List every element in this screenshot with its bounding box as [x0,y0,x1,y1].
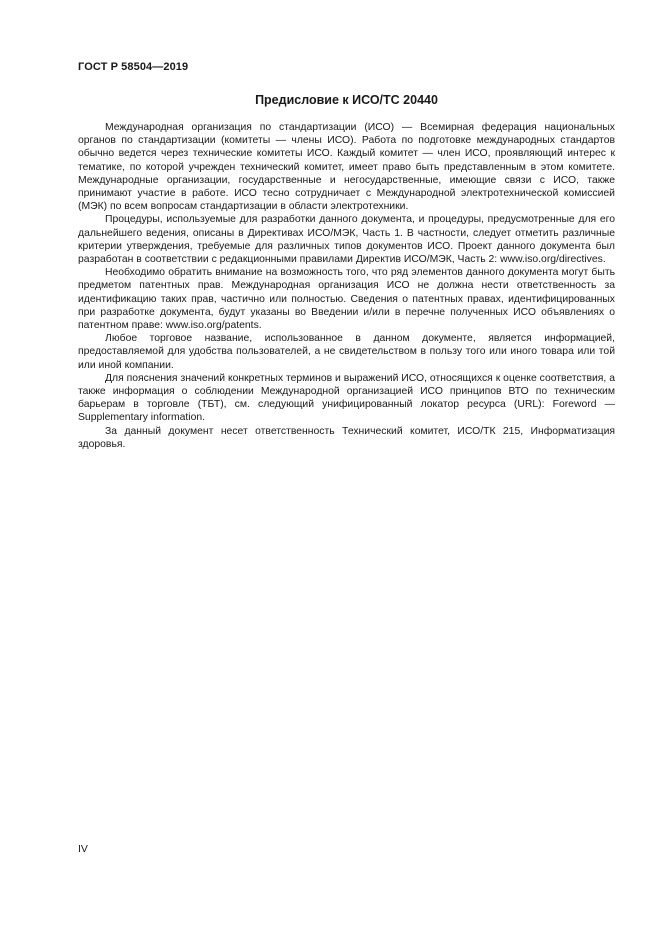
paragraph-patent-rights: Необходимо обратить внимание на возможность того, что ряд элементов данного документа могут быть предметом патентных прав. Международная организация ИСО не должна нести ответственность за идентификацию таких прав, частично или полностью. Сведения о патентных правах, идентифицированных при разработке документа, будут указаны во Введении и/или в перечне полученных ИСО объявлениях о патентном праве: www.iso.org/patents. [78,267,615,332]
paragraph-responsibility: За данный документ несет ответственность Технический комитет, ИСО/ТК 215, Информатизация здоровья. [78,425,615,450]
preface-body [78,121,615,451]
document-header-code: ГОСТ Р 58504—2019 [78,61,189,73]
paragraph-trade-names: Любое торговое название, использованное в данном документе, является информацией, предоставляемой для удобства пользователей, а не свидетельством в пользу того или иного товара или той или иной компании. [78,333,615,371]
section-title: Предисловие к ИСО/ТС 20440 [255,93,438,107]
page-number: IV [78,843,88,855]
paragraph-terms-explanation: Для пояснения значений конкретных терминов и выражений ИСО, относящихся к оценке соответствия, а также информация о соблюдении Международной организацией ИСО принципов ВТО по техническим барьерам в торговле (ТБТ), см. следующий унифицированный локатор ресурса (URL): Foreword — Supplementary information. [78,372,615,424]
paragraph-iso-organization: Международная организация по стандартизации (ИСО) — Всемирная федерация национальных органов по стандартизации (комитеты — члены ИСО). Работа по подготовке международных стандартов обычно ведется через технические комитеты ИСО. Каждый комитет — член ИСО, проявляющий интерес к тематике, по которой учрежден технический комитет, имеет право быть представленным в этом комитете. Международные организации, государственные и негосударственные, имеющие связи с ИСО, также принимают участие в работе. ИСО тесно сотрудничает с Международной электротехнической комиссией (МЭК) по всем вопросам стандартизации в области электротехники. [78,122,615,213]
paragraph-procedures: Процедуры, используемые для разработки данного документа, и процедуры, предусмотренные для его дальнейшего ведения, описаны в Директивах ИСО/МЭК, Часть 1. В частности, следует отметить различные критерии утверждения, требуемые для различных типов документов ИСО. Проект данного документа был разработан в соответствии с редакционными правилами Директив ИСО/МЭК, Часть 2: www.iso.org/directives. [78,214,615,266]
